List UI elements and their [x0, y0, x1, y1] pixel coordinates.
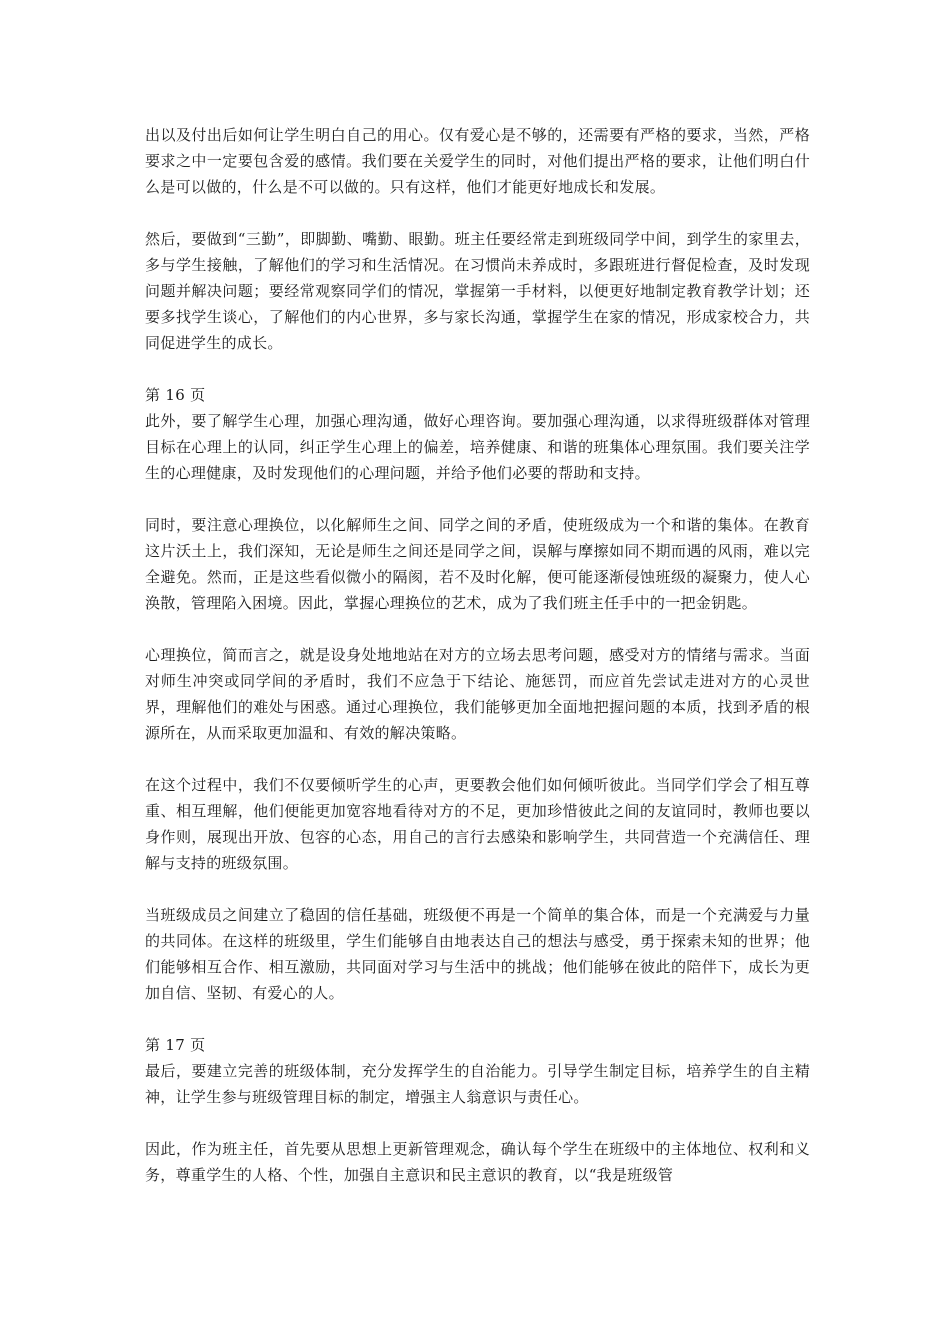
document-page [145, 122, 810, 1214]
paragraph-student-psychology: 此外，要了解学生心理，加强心理沟通，做好心理咨询。要加强心理沟通，以求得班级群体对管理目标在心理上的认同，纠正学生心理上的偏差，培养健康、和谐的班集体心理氛围。我们要关注学生的心理健康，及时发现他们的心理问题，并给予他们必要的帮助和支持。 [145, 412, 810, 482]
paragraph-management-concept: 因此，作为班主任，首先要从思想上更新管理观念，确认每个学生在班级中的主体地位、权利和义务，尊重学生的人格、个性，加强自主意识和民主意识的教育，以“我是班级管 [145, 1140, 810, 1184]
paragraph-love-and-strictness: 出以及付出后如何让学生明白自己的用心。仅有爱心是不够的，还需要有严格的要求，当然，严格要求之中一定要包含爱的感情。我们要在关爱学生的同时，对他们提出严格的要求，让他们明白什么是可以做的，什么是不可以做的。只有这样，他们才能更好地成长和发展。 [145, 126, 810, 196]
paragraph-class-system: 最后，要建立完善的班级体制，充分发挥学生的自治能力。引导学生制定目标，培养学生的自主精神，让学生参与班级管理目标的制定，增强主人翁意识与责任心。 [145, 1062, 810, 1106]
paragraph-three-diligences: 然后，要做到“三勤”，即脚勤、嘴勤、眼勤。班主任要经常走到班级同学中间，到学生的家里去，多与学生接触，了解他们的学习和生活情况。在习惯尚未养成时，多跟班进行督促检查，及时发现问题并解决问题；要经常观察同学们的情况，掌握第一手材料，以便更好地制定教育教学计划；还要多找学生谈心，了解他们的内心世界，多与家长沟通，掌握学生在家的情况，形成家校合力，共同促进学生的成长。 [145, 230, 810, 352]
page-number-16: 第 16 页 [145, 386, 206, 404]
paragraph-empathy-resolve-conflict: 同时，要注意心理换位，以化解师生之间、同学之间的矛盾，使班级成为一个和谐的集体。在教育这片沃土上，我们深知，无论是师生之间还是同学之间，误解与摩擦如同不期而遇的风雨，难以完全避免。然而，正是这些看似微小的隔阂，若不及时化解，便可能逐渐侵蚀班级的凝聚力，使人心涣散，管理陷入困境。因此，掌握心理换位的艺术，成为了我们班主任手中的一把金钥匙。 [145, 516, 810, 612]
paragraph-trust-community: 当班级成员之间建立了稳固的信任基础，班级便不再是一个简单的集合体，而是一个充满爱与力量的共同体。在这样的班级里，学生们能够自由地表达自己的想法与感受，勇于探索未知的世界；他们能够相互合作、相互激励，共同面对学习与生活中的挑战；他们能够在彼此的陪伴下，成长为更加自信、坚韧、有爱心的人。 [145, 906, 810, 1002]
paragraph-listening: 在这个过程中，我们不仅要倾听学生的心声，更要教会他们如何倾听彼此。当同学们学会了相互尊重、相互理解，他们便能更加宽容地看待对方的不足，更加珍惜彼此之间的友谊同时，教师也要以身作则，展现出开放、包容的心态，用自己的言行去感染和影响学生，共同营造一个充满信任、理解与支持的班级氛围。 [145, 776, 810, 872]
page-number-17: 第 17 页 [145, 1036, 206, 1054]
paragraph-empathy-definition: 心理换位，简而言之，就是设身处地地站在对方的立场去思考问题，感受对方的情绪与需求。当面对师生冲突或同学间的矛盾时，我们不应急于下结论、施惩罚，而应首先尝试走进对方的心灵世界，理解他们的难处与困惑。通过心理换位，我们能够更加全面地把握问题的本质，找到矛盾的根源所在，从而采取更加温和、有效的解决策略。 [145, 646, 810, 742]
